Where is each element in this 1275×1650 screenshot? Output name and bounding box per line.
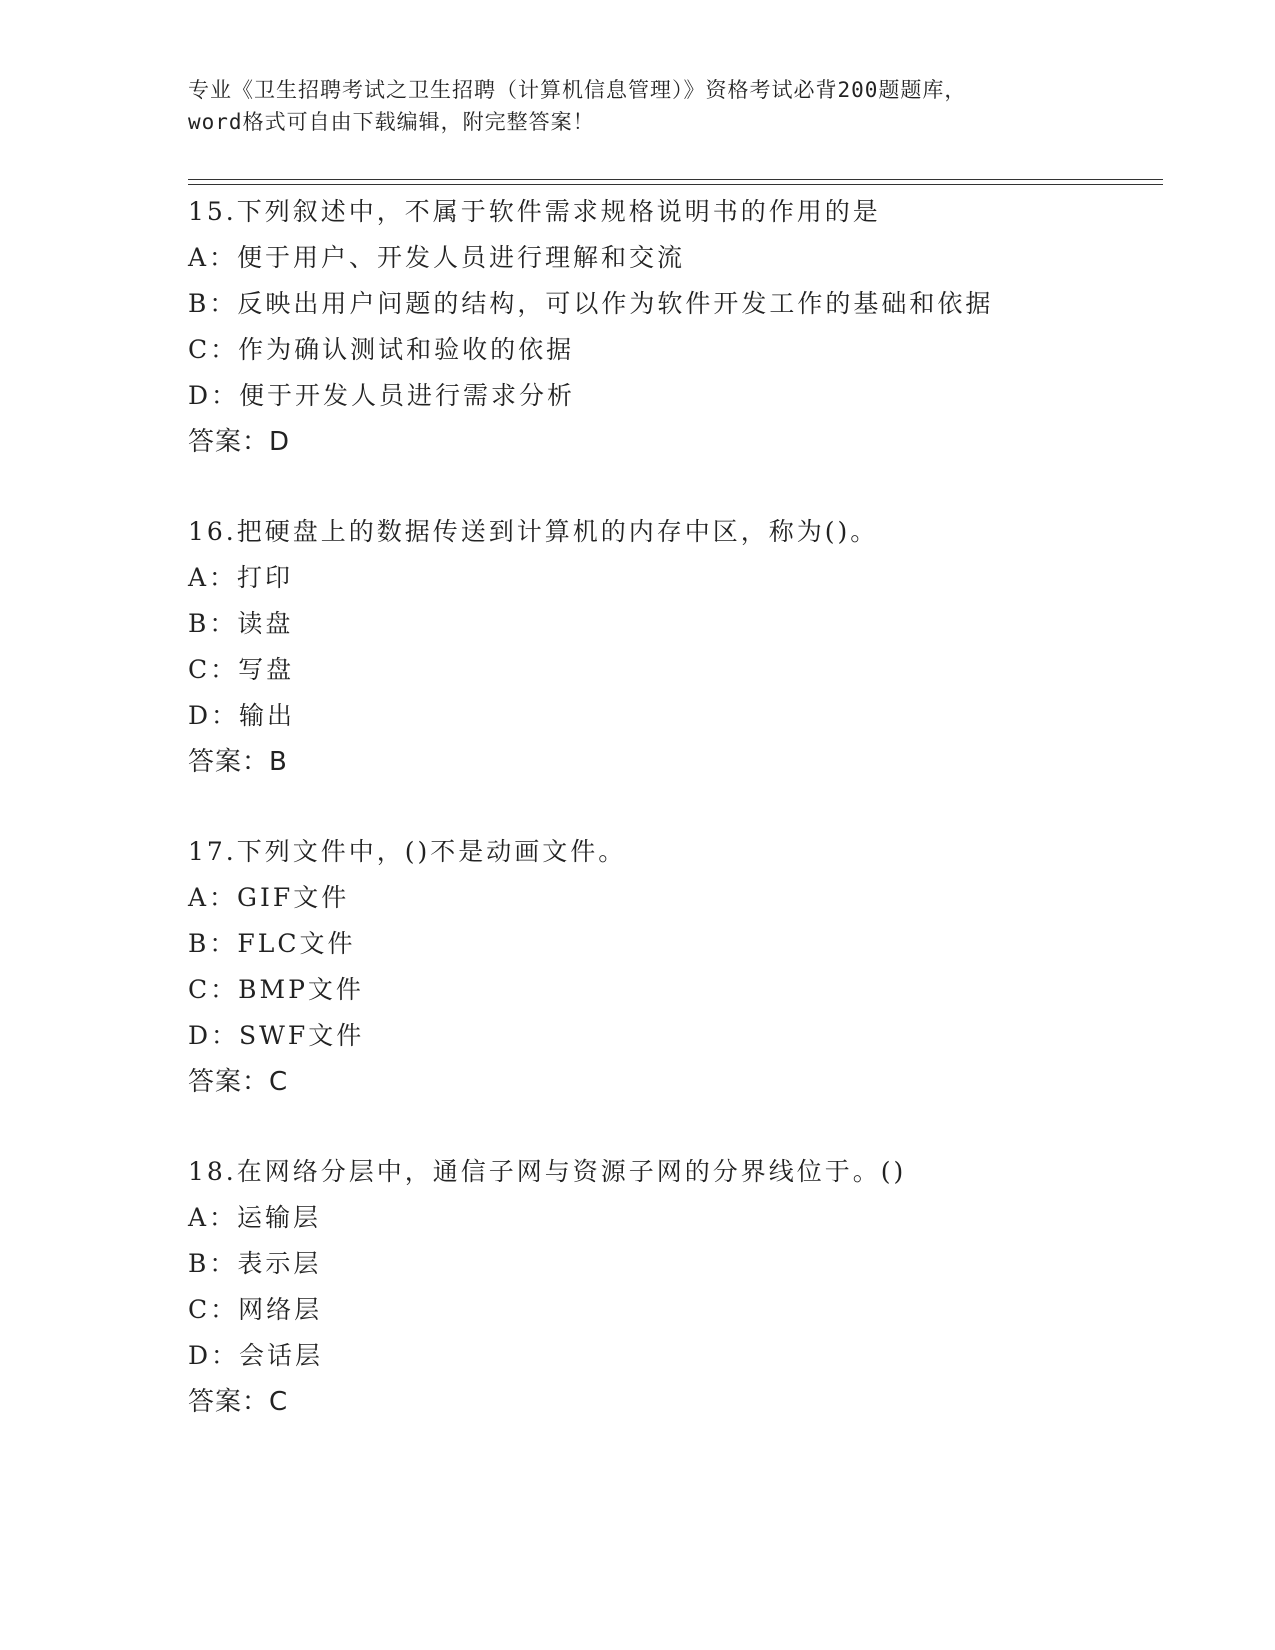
question-16 xyxy=(188,509,1178,785)
question-stem: 17.下列文件中，()不是动画文件。 xyxy=(188,837,627,866)
question-15 xyxy=(188,189,1178,465)
option-c: C：作为确认测试和验收的依据 xyxy=(188,335,575,364)
answer: 答案：C xyxy=(188,1387,289,1417)
option-b: B：读盘 xyxy=(188,609,294,638)
option-c: C：写盘 xyxy=(188,655,295,684)
option-d: D：会话层 xyxy=(188,1341,324,1370)
answer: 答案：C xyxy=(188,1067,289,1097)
option-b: B：反映出用户问题的结构，可以作为软件开发工作的基础和依据 xyxy=(188,289,994,318)
header-divider-bottom xyxy=(188,184,1163,185)
option-b: B：FLC文件 xyxy=(188,929,356,958)
option-d: D：SWF文件 xyxy=(188,1021,365,1050)
question-stem: 18.在网络分层中，通信子网与资源子网的分界线位于。() xyxy=(188,1157,907,1186)
option-a: A：打印 xyxy=(188,563,294,592)
header-divider-top xyxy=(188,179,1163,180)
option-a: A：便于用户、开发人员进行理解和交流 xyxy=(188,243,686,272)
option-a: A：运输层 xyxy=(188,1203,322,1232)
option-d: D：输出 xyxy=(188,701,296,730)
header-line-1: 专业《卫生招聘考试之卫生招聘（计算机信息管理）》资格考试必背200题题库， xyxy=(188,78,967,102)
question-stem: 16.把硬盘上的数据传送到计算机的内存中区，称为()。 xyxy=(188,517,879,546)
answer: 答案：D xyxy=(188,427,291,457)
question-18 xyxy=(188,1149,1178,1425)
question-stem: 15.下列叙述中，不属于软件需求规格说明书的作用的是 xyxy=(188,197,881,226)
document-header xyxy=(188,74,1088,138)
answer: 答案：B xyxy=(188,747,288,777)
header-line-2: word格式可自由下载编辑，附完整答案！ xyxy=(188,110,595,134)
option-d: D：便于开发人员进行需求分析 xyxy=(188,381,576,410)
option-a: A：GIF文件 xyxy=(188,883,350,912)
option-c: C：BMP文件 xyxy=(188,975,364,1004)
option-b: B：表示层 xyxy=(188,1249,322,1278)
option-c: C：网络层 xyxy=(188,1295,323,1324)
question-17 xyxy=(188,829,1178,1105)
